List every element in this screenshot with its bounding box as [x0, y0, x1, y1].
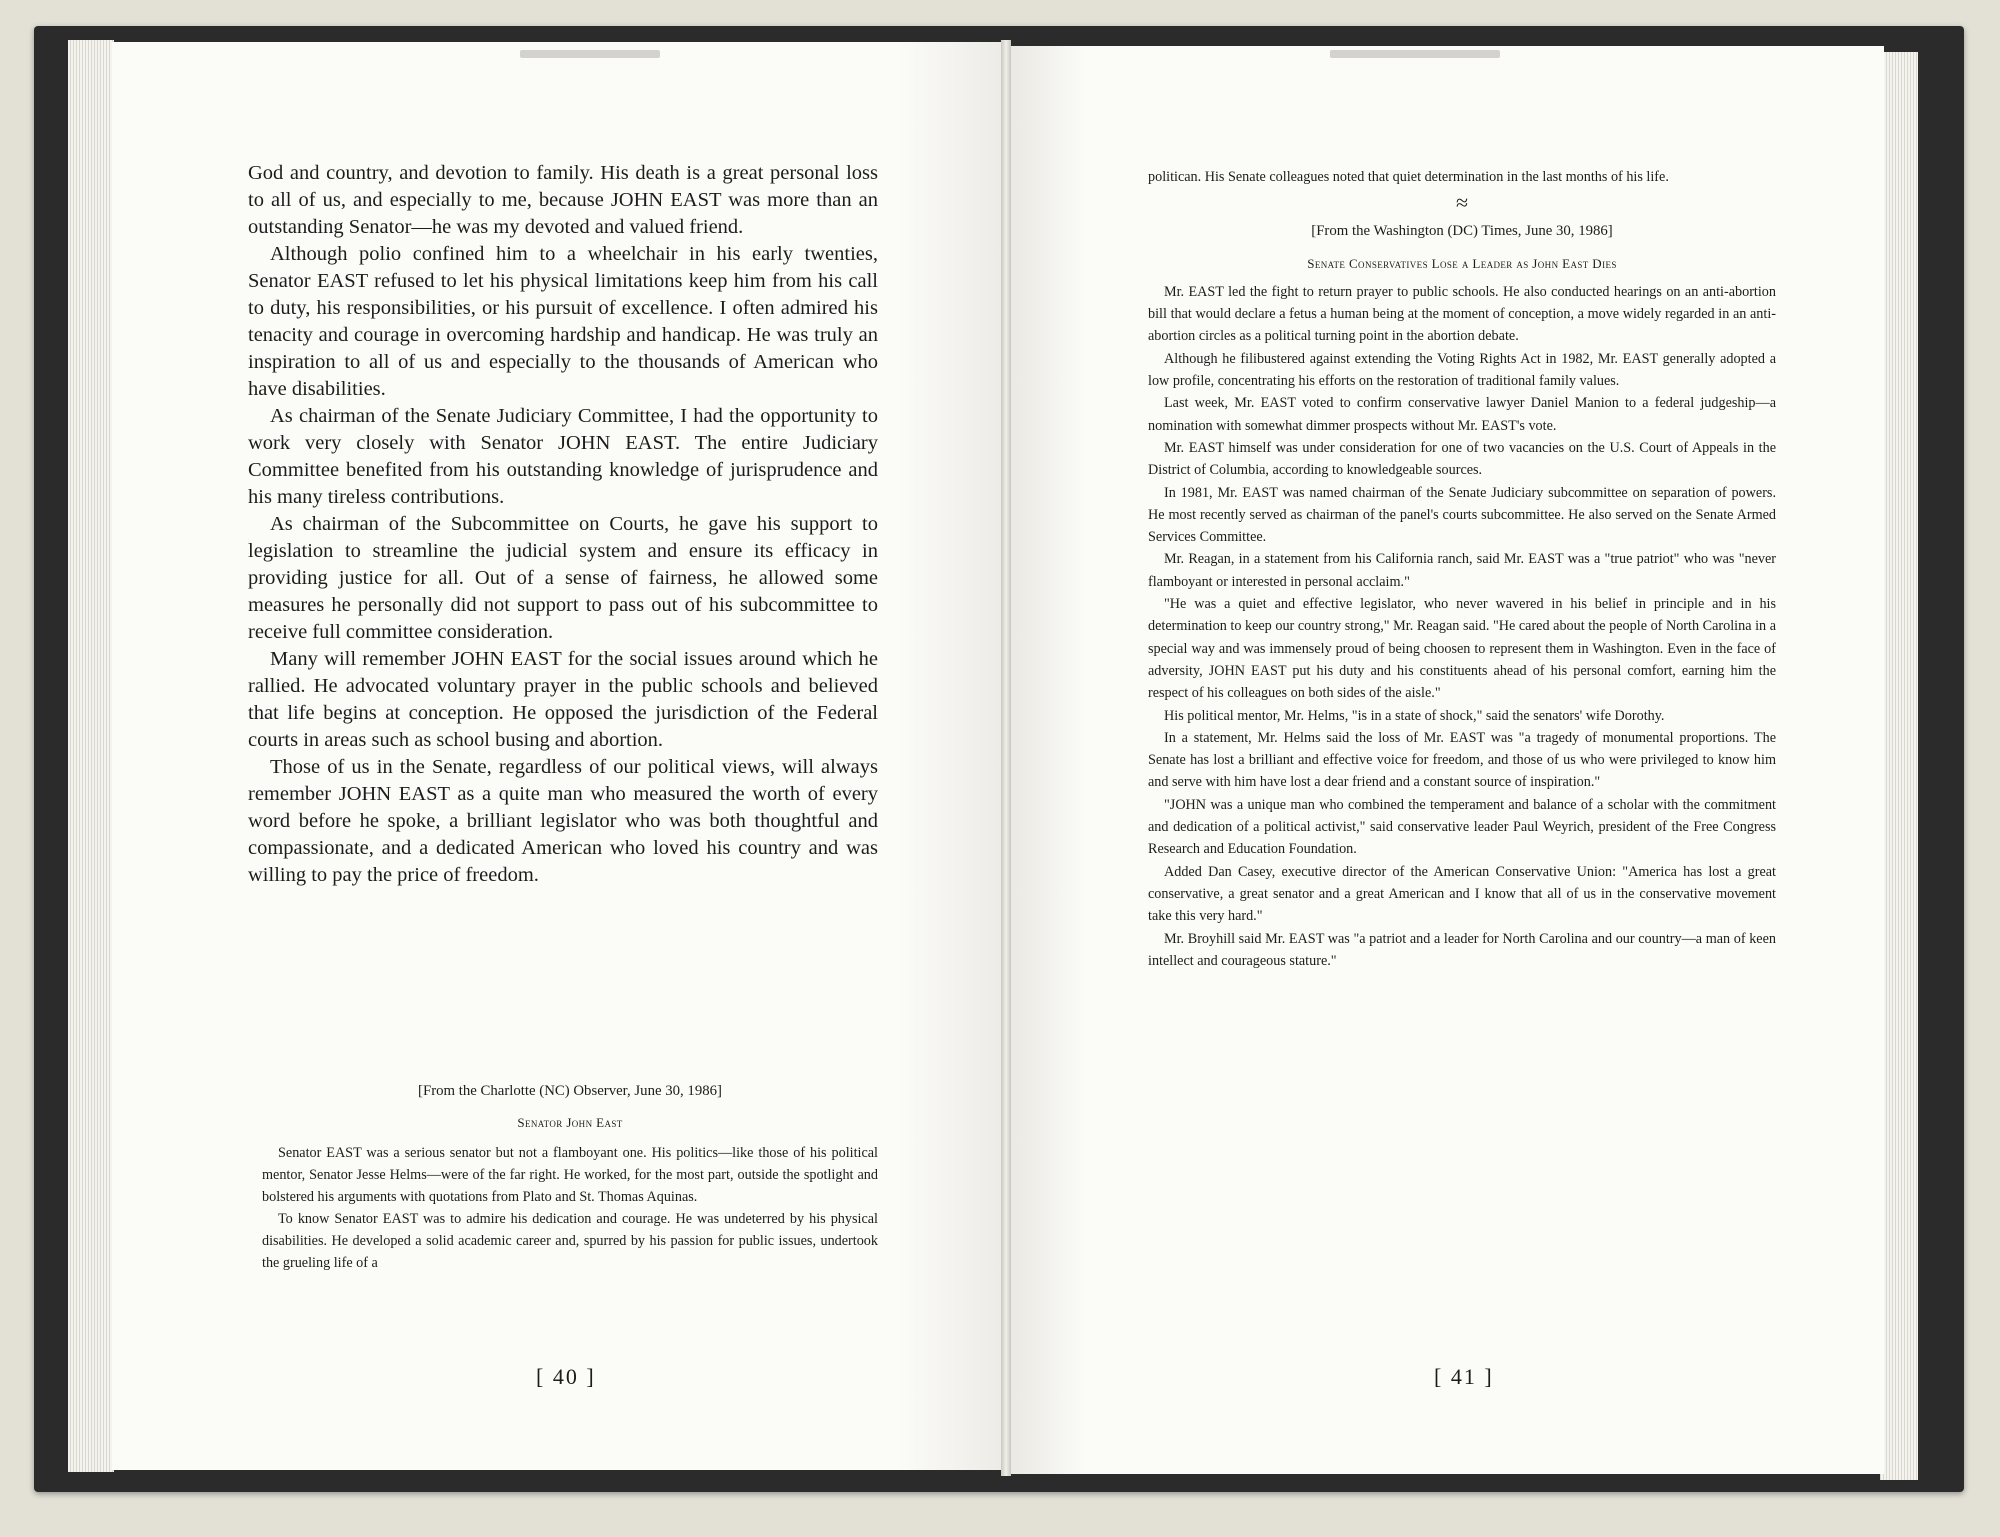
- page-number-right: [ 41 ]: [1434, 1364, 1494, 1389]
- article-heading: Senate Conservatives Lose a Leader as John East Dies: [1307, 255, 1617, 271]
- paragraph: Senator EAST was a serious senator but not a flamboyant one. His politics—like those of his political mentor, Senator Jesse Helms—were of the far right. He worked, for the most part, outside the spotlight and bolstered his arguments with quotations from Plato and St. Thomas Aquinas.: [262, 1145, 878, 1205]
- paragraph: As chairman of the Subcommittee on Courts, he gave his support to legislation to streamline the judicial system and ensure its efficacy in providing justice for all. Out of a sense of fairness, he allowed some measures he personally did not support to pass out of his subcommittee to receive full committee consideration.: [248, 513, 878, 643]
- bleed-through-header-right: [1330, 50, 1500, 58]
- paragraph: "JOHN was a unique man who combined the temperament and balance of a scholar with the commitment and dedication of a political activist," said conservative leader Paul Weyrich, president of the Free Congress Research and Education Foundation.: [1148, 796, 1776, 858]
- left-page-body: [248, 160, 878, 889]
- paragraph: In a statement, Mr. Helms said the loss of Mr. EAST was "a tragedy of monumental proportions. The Senate has lost a brilliant and effective voice for freedom, and those of us who were privileged to know him and serve with him have lost a dear friend and a constant source of inspiration.": [1148, 729, 1776, 791]
- paragraph: In 1981, Mr. EAST was named chairman of the Senate Judiciary subcommittee on separation of powers. He most recently served as chairman of the panel's courts subcommittee. He also served on the Senate Armed Services Committee.: [1148, 484, 1776, 546]
- continuation-paragraph: politican. His Senate colleagues noted that quiet determination in the last months of his life.: [1148, 169, 1669, 185]
- paragraph: His political mentor, Mr. Helms, "is in a state of shock," said the senators' wife Dorothy.: [1164, 707, 1665, 724]
- paragraph: To know Senator EAST was to admire his dedication and courage. He was undeterred by his physical disabilities. He developed a solid academic career and, spurred by his passion for public issues, undertook the grueling life of a: [262, 1211, 878, 1271]
- paragraph: Although polio confined him to a wheelchair in his early twenties, Senator EAST refused to let his physical limitations keep him from his call to duty, his responsibilities, or his pursuit of excellence. I often admired his tenacity and courage in overcoming hardship and handicap. He was truly an inspiration to all of us and especially to the thousands of American who have disabilities.: [248, 243, 878, 400]
- paragraph: Those of us in the Senate, regardless of our political views, will always remember JOHN EAST as a quite man who measured the worth of every word before he spoke, a brilliant legislator who was both thoughtful and compassionate, and a dedicated American who loved his country and was willing to pay the price of freedom.: [248, 756, 878, 886]
- paragraph: Mr. EAST led the fight to return prayer to public schools. He also conducted hearings on an anti-abortion bill that would declare a fetus a human being at the moment of conception, a move widely regarded in an anti-abortion circles as a political turning point in the abortion debate.: [1148, 283, 1776, 345]
- paragraph: Mr. EAST himself was under consideration for one of two vacancies on the U.S. Court of Appeals in the District of Columbia, according to knowledgeable sources.: [1148, 439, 1776, 479]
- paragraph: Mr. Broyhill said Mr. EAST was "a patriot and a leader for North Carolina and our country—a man of keen intellect and courageous stature.": [1148, 930, 1776, 969]
- article-heading: Senator John East: [517, 1115, 623, 1130]
- paragraph: Although he filibustered against extending the Voting Rights Act in 1982, Mr. EAST generally adopted a low profile, concentrating his efforts on the restoration of traditional family values.: [1148, 350, 1776, 390]
- bleed-through-header-left: [520, 50, 660, 58]
- paragraph: Many will remember JOHN EAST for the social issues around which he rallied. He advocated voluntary prayer in the public schools and believed that life begins at conception. He opposed the jurisdiction of the Federal courts in areas such as school busing and abortion.: [248, 648, 878, 751]
- paragraph: Added Dan Casey, executive director of the American Conservative Union: "America has lost a great conservative, a great senator and a great American and I know that all of us in the conservative movement take this very hard.": [1148, 863, 1776, 925]
- paragraph: "He was a quiet and effective legislator, who never wavered in his belief in principle and in his determination to keep our country strong," Mr. Reagan said. "He cared about the people of North Carolina in a special way and was immensely proud of being choosen to represent them in Washington. Even in the face of adversity, JOHN EAST put his duty and his constituents ahead of his personal comfort, earning him the respect of his colleagues on both sides of the aisle.": [1148, 596, 1776, 702]
- page-edges-left: [68, 40, 114, 1472]
- left-page-article: [262, 1080, 878, 1274]
- paragraph: As chairman of the Senate Judiciary Committee, I had the opportunity to work very closely with Senator JOHN EAST. The entire Judiciary Committee benefited from his outstanding knowledge of jurisprudence and his many tireless contributions.: [248, 405, 878, 508]
- ornament-divider: ≈: [1455, 190, 1469, 216]
- paragraph: Mr. Reagan, in a statement from his California ranch, said Mr. EAST was a "true patriot" who was "never flamboyant or interested in personal acclaim.": [1148, 551, 1776, 590]
- paragraph: God and country, and devotion to family. His death is a great personal loss to all of us, and especially to me, because JOHN EAST was more than an outstanding Senator—he was my devoted and valued friend.: [248, 162, 878, 238]
- page-edges-right: [1880, 52, 1918, 1480]
- book-gutter: [1001, 40, 1011, 1476]
- page-number-left: [ 40 ]: [536, 1364, 596, 1389]
- article-source: [From the Charlotte (NC) Observer, June 30, 1986]: [418, 1083, 722, 1099]
- right-page-body: [1148, 166, 1776, 972]
- paragraph: Last week, Mr. EAST voted to confirm conservative lawyer Daniel Manion to a federal judgeship—a nomination with somewhat dimmer prospects without Mr. EAST's vote.: [1148, 395, 1776, 434]
- article-source: [From the Washington (DC) Times, June 30, 1986]: [1311, 223, 1613, 240]
